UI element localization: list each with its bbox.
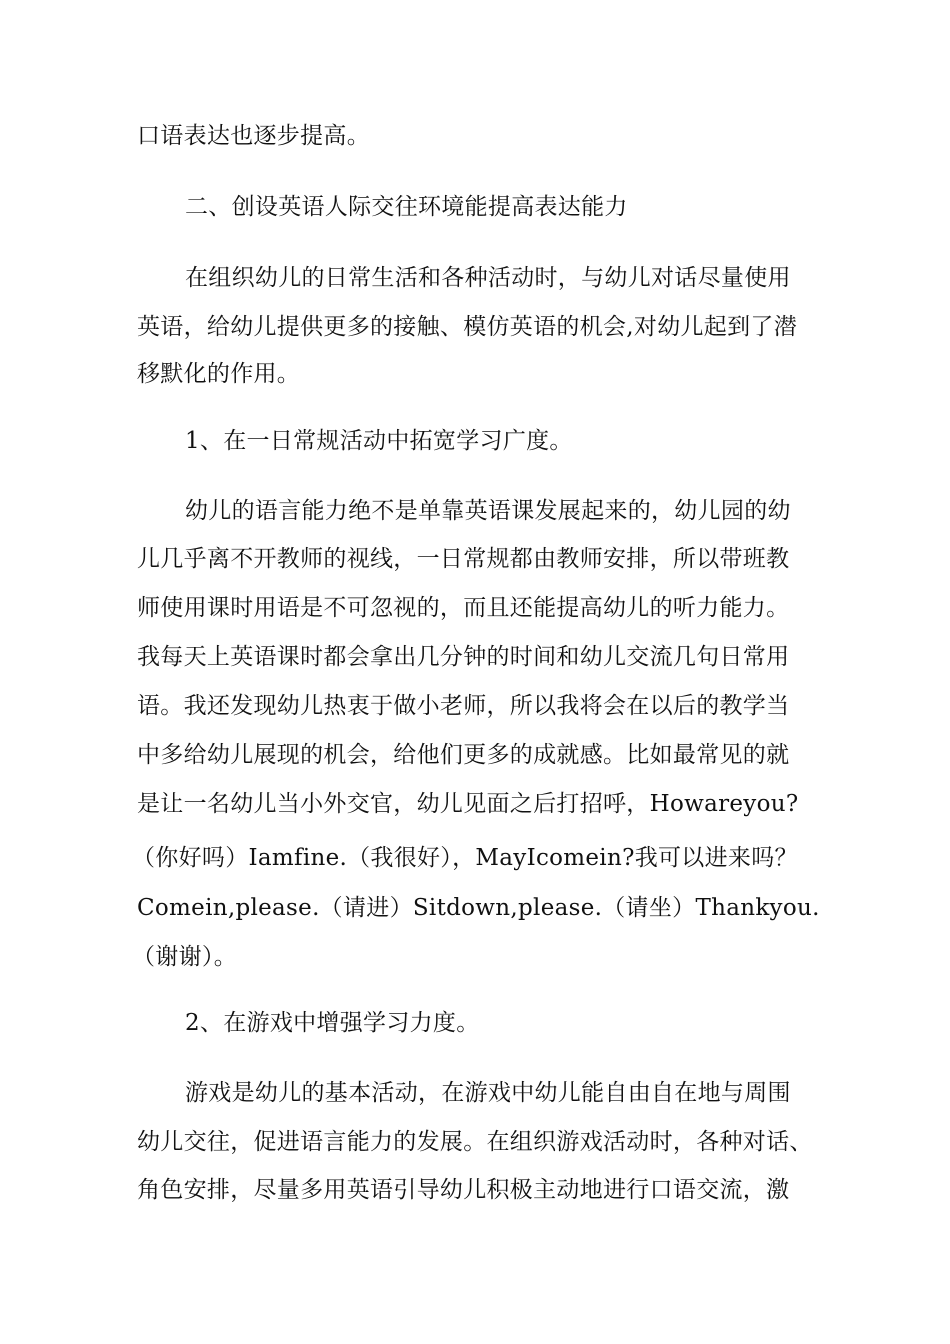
text-line: 幼儿交往，促进语言能力的发展。在组织游戏活动时，各种对话、 xyxy=(137,1129,813,1155)
text-line: 幼儿的语言能力绝不是单靠英语课发展起来的，幼儿园的幼 xyxy=(185,498,791,524)
section-heading: 二、创设英语人际交往环境能提高表达能力 xyxy=(185,194,628,220)
text-line: 移默化的作用。 xyxy=(137,361,301,387)
subsection-heading: 1、在一日常规活动中拓宽学习广度。 xyxy=(185,428,573,454)
text-line: 师使用课时用语是不可忽视的，而且还能提高幼儿的听力能力。 xyxy=(137,595,790,621)
text-line: 角色安排，尽量多用英语引导幼儿积极主动地进行口语交流，激 xyxy=(137,1177,790,1203)
text-line: 我每天上英语课时都会拿出几分钟的时间和幼儿交流几句日常用 xyxy=(137,644,790,670)
text-line: （你好吗）Iamfine.（我很好），MayIcomein?我可以进来吗？ xyxy=(132,845,798,871)
text-line: 儿几乎离不开教师的视线，一日常规都由教师安排，所以带班教 xyxy=(137,546,790,572)
text-line: 游戏是幼儿的基本活动，在游戏中幼儿能自由自在地与周围 xyxy=(185,1080,791,1106)
text-line: 英语，给幼儿提供更多的接触、模仿英语的机会,对幼儿起到了潜 xyxy=(137,314,798,340)
text-line: Comein,please.（请进）Sitdown,please.（请坐）Thankyou. xyxy=(137,895,820,921)
text-line: 中多给幼儿展现的机会，给他们更多的成就感。比如最常见的就 xyxy=(137,742,790,768)
text-line: 在组织幼儿的日常生活和各种活动时，与幼儿对话尽量使用 xyxy=(185,265,791,291)
text-line: 口语表达也逐步提高。 xyxy=(137,123,370,149)
text-line: 是让一名幼儿当小外交官，幼儿见面之后打招呼，Howareyou? xyxy=(137,791,799,817)
text-line: （谢谢）。 xyxy=(132,944,237,970)
text-line: 语。我还发现幼儿热衷于做小老师，所以我将会在以后的教学当 xyxy=(137,693,790,719)
subsection-heading: 2、在游戏中增强学习力度。 xyxy=(185,1010,480,1036)
